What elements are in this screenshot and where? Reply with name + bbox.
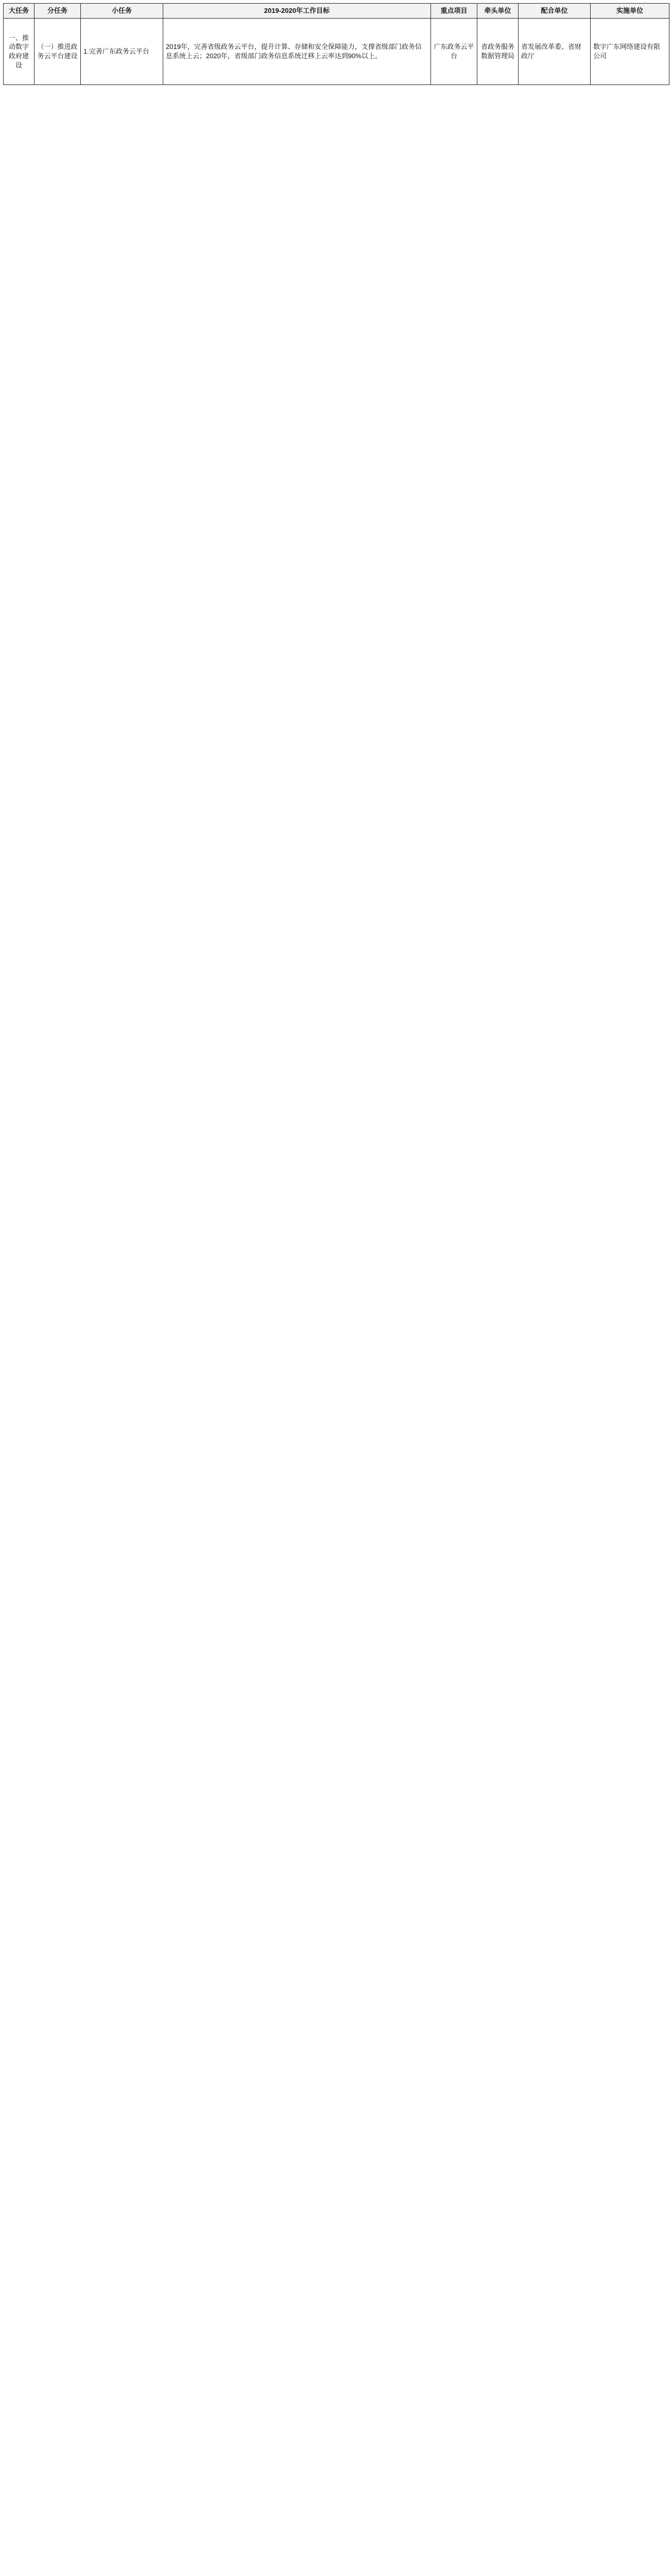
cell-lead-unit: 省政务服务数据管理局 xyxy=(477,19,519,85)
cell-work-goal: 2019年，完善省级政务云平台，提升计算、存储和安全保障能力，支撑省级部门政务信息系统上云；2020年，省级部门政务信息系统迁移上云率达到90%以上。 xyxy=(163,19,431,85)
cell-sub-task: （一）推进政务云平台建设 xyxy=(35,19,81,85)
cell-implementing-unit: 数字广东网络建设有限公司 xyxy=(591,19,669,85)
cell-cooperating-unit: 省发展改革委、省财政厅 xyxy=(519,19,591,85)
header-work-goal: 2019-2020年工作目标 xyxy=(163,4,431,19)
cell-major-task: 一、推动数字政府建设 xyxy=(4,19,35,85)
header-sub-task: 分任务 xyxy=(35,4,81,19)
header-lead-unit: 牵头单位 xyxy=(477,4,519,19)
table-row xyxy=(4,19,669,85)
cell-key-project: 广东政务云平台 xyxy=(431,19,477,85)
page-remainder xyxy=(0,88,672,2576)
table-header-row xyxy=(4,4,669,19)
work-plan-table xyxy=(3,3,669,85)
header-minor-task: 小任务 xyxy=(81,4,163,19)
header-cooperating-unit: 配合单位 xyxy=(519,4,591,19)
cell-minor-task: 1.完善广东政务云平台 xyxy=(81,19,163,85)
header-major-task: 大任务 xyxy=(4,4,35,19)
page xyxy=(0,3,672,2576)
header-implementing-unit: 实施单位 xyxy=(591,4,669,19)
header-key-project: 重点项目 xyxy=(431,4,477,19)
